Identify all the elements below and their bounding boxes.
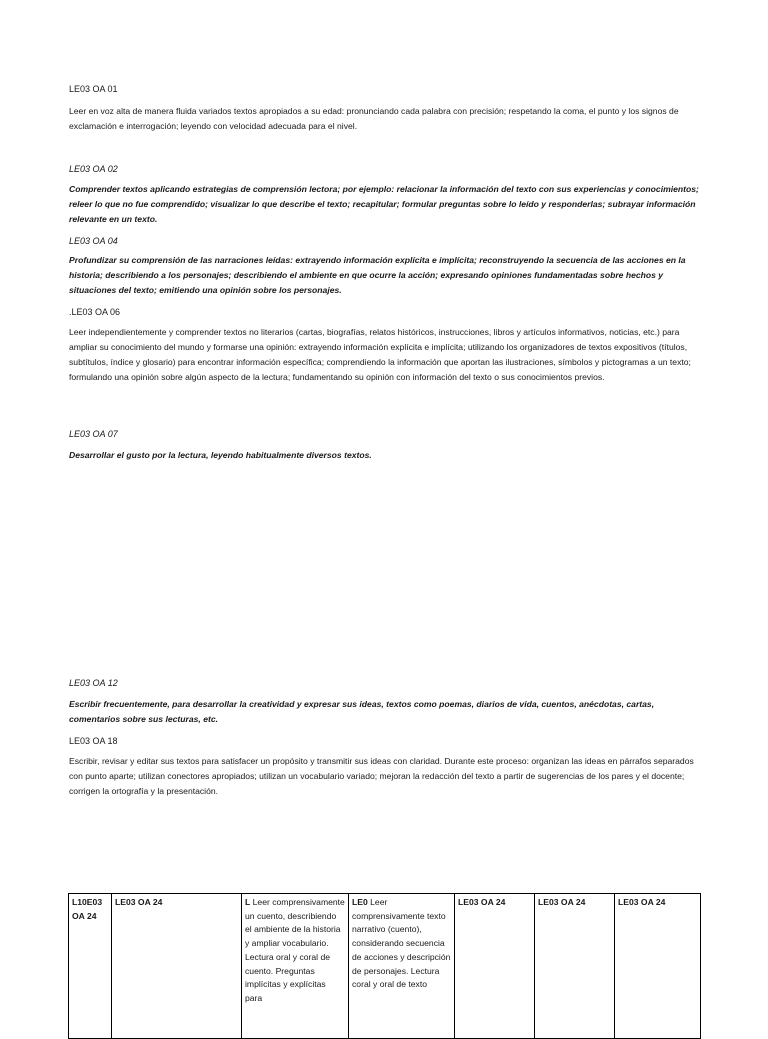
table-cell-6: LE03 OA 24	[535, 894, 615, 1039]
table-cell-3-prefix: L	[245, 897, 251, 907]
objective-text-oa18: Escribir, revisar y editar sus textos para satisfacer un propósito y transmitir sus ideas con claridad. Durante este proceso: organizan las ideas en párrafos separados con punto aparte; utilizan conectores apropiados; utilizan un vocabulario variado; mejoran la redacción del texto a partir de sugerencias de los pares y el docente; corrigen la ortografía y la presentación.	[69, 756, 694, 796]
objective-text-oa04: Profundizar su comprensión de las narraciones leídas: extrayendo información explícita e implícita; reconstruyendo la secuencia de las acciones en la historia; describiendo a los personajes; describiendo el ambiente en que ocurre la acción; expresando opiniones fundamentadas sobre hechos y situaciones del texto; emitiendo una opinión sobre los personajes.	[69, 255, 686, 295]
objective-text-oa02: Comprender textos aplicando estrategias de comprensión lectora; por ejemplo: relacionar la información del texto con sus experiencias y conocimientos; releer lo que no fue comprendido; visualizar lo que describe el texto; recapitular; formular preguntas sobre lo leído y responderlas; subrayar información relevante en un texto.	[69, 184, 699, 224]
objective-text-oa06: Leer independientemente y comprender textos no literarios (cartas, biografías, relatos históricos, instrucciones, libros y artículos informativos, noticias, etc.) para ampliar su conocimiento del mundo y formarse una opinión: extrayendo información explícita e implícita; utilizando los organizadores de textos expositivos (títulos, subtítulos, índice y glosario) para encontrar información específica; comprendiendo la información que aportan las ilustraciones, símbolos y pictogramas a un texto; formulando una opinión sobre algún aspecto de la lectura; fundamentando su opinión con información del texto o sus conocimientos previos.	[69, 327, 691, 382]
objective-code-oa06: .LE03 OA 06	[69, 307, 121, 317]
table-cell-4	[349, 894, 455, 1039]
objective-code-oa12: LE03 OA 12	[69, 678, 118, 688]
objective-text-oa12: Escribir frecuentemente, para desarrollar la creatividad y expresar sus ideas, textos como poemas, diarios de vida, cuentos, anécdotas, cartas, comentarios sobre sus lecturas, etc.	[69, 699, 655, 724]
table-cell-2: LE03 OA 24	[112, 894, 242, 1039]
table-cell-3	[242, 894, 349, 1039]
objective-text-oa01: Leer en voz alta de manera fluida variados textos apropiados a su edad: pronunciando cada palabra con precisión; respetando la coma, el punto y los signos de exclamación e interrogación; leyendo con velocidad adecuada para el nivel.	[69, 106, 679, 131]
table-cell-3-text: Leer comprensivamente un cuento, describiendo el ambiente de la historia y ampliar vocabulario. Lectura oral y coral de cuento. Preguntas implícitas y explícitas para	[245, 897, 345, 1003]
table-cell-4-prefix: LE0	[352, 897, 368, 907]
objective-code-oa01: LE03 OA 01	[69, 84, 118, 94]
objective-code-oa18: LE03 OA 18	[69, 736, 118, 746]
table-row	[69, 894, 701, 1039]
objective-text-oa07: Desarrollar el gusto por la lectura, leyendo habitualmente diversos textos.	[69, 450, 372, 460]
table-cell-4-text: Leer comprensivamente texto narrativo (cuento), considerando secuencia de acciones y descripción de personajes. Lectura coral y oral de texto	[352, 897, 451, 990]
table-cell-1: L10E03 OA 24	[69, 894, 112, 1039]
objective-code-oa02: LE03 OA 02	[69, 164, 118, 174]
table-cell-7: LE03 OA 24	[615, 894, 701, 1039]
table-cell-5: LE03 OA 24	[455, 894, 535, 1039]
objective-code-oa04: LE03 OA 04	[69, 236, 118, 246]
objectives-table	[68, 893, 701, 1039]
objective-code-oa07: LE03 OA 07	[69, 429, 118, 439]
